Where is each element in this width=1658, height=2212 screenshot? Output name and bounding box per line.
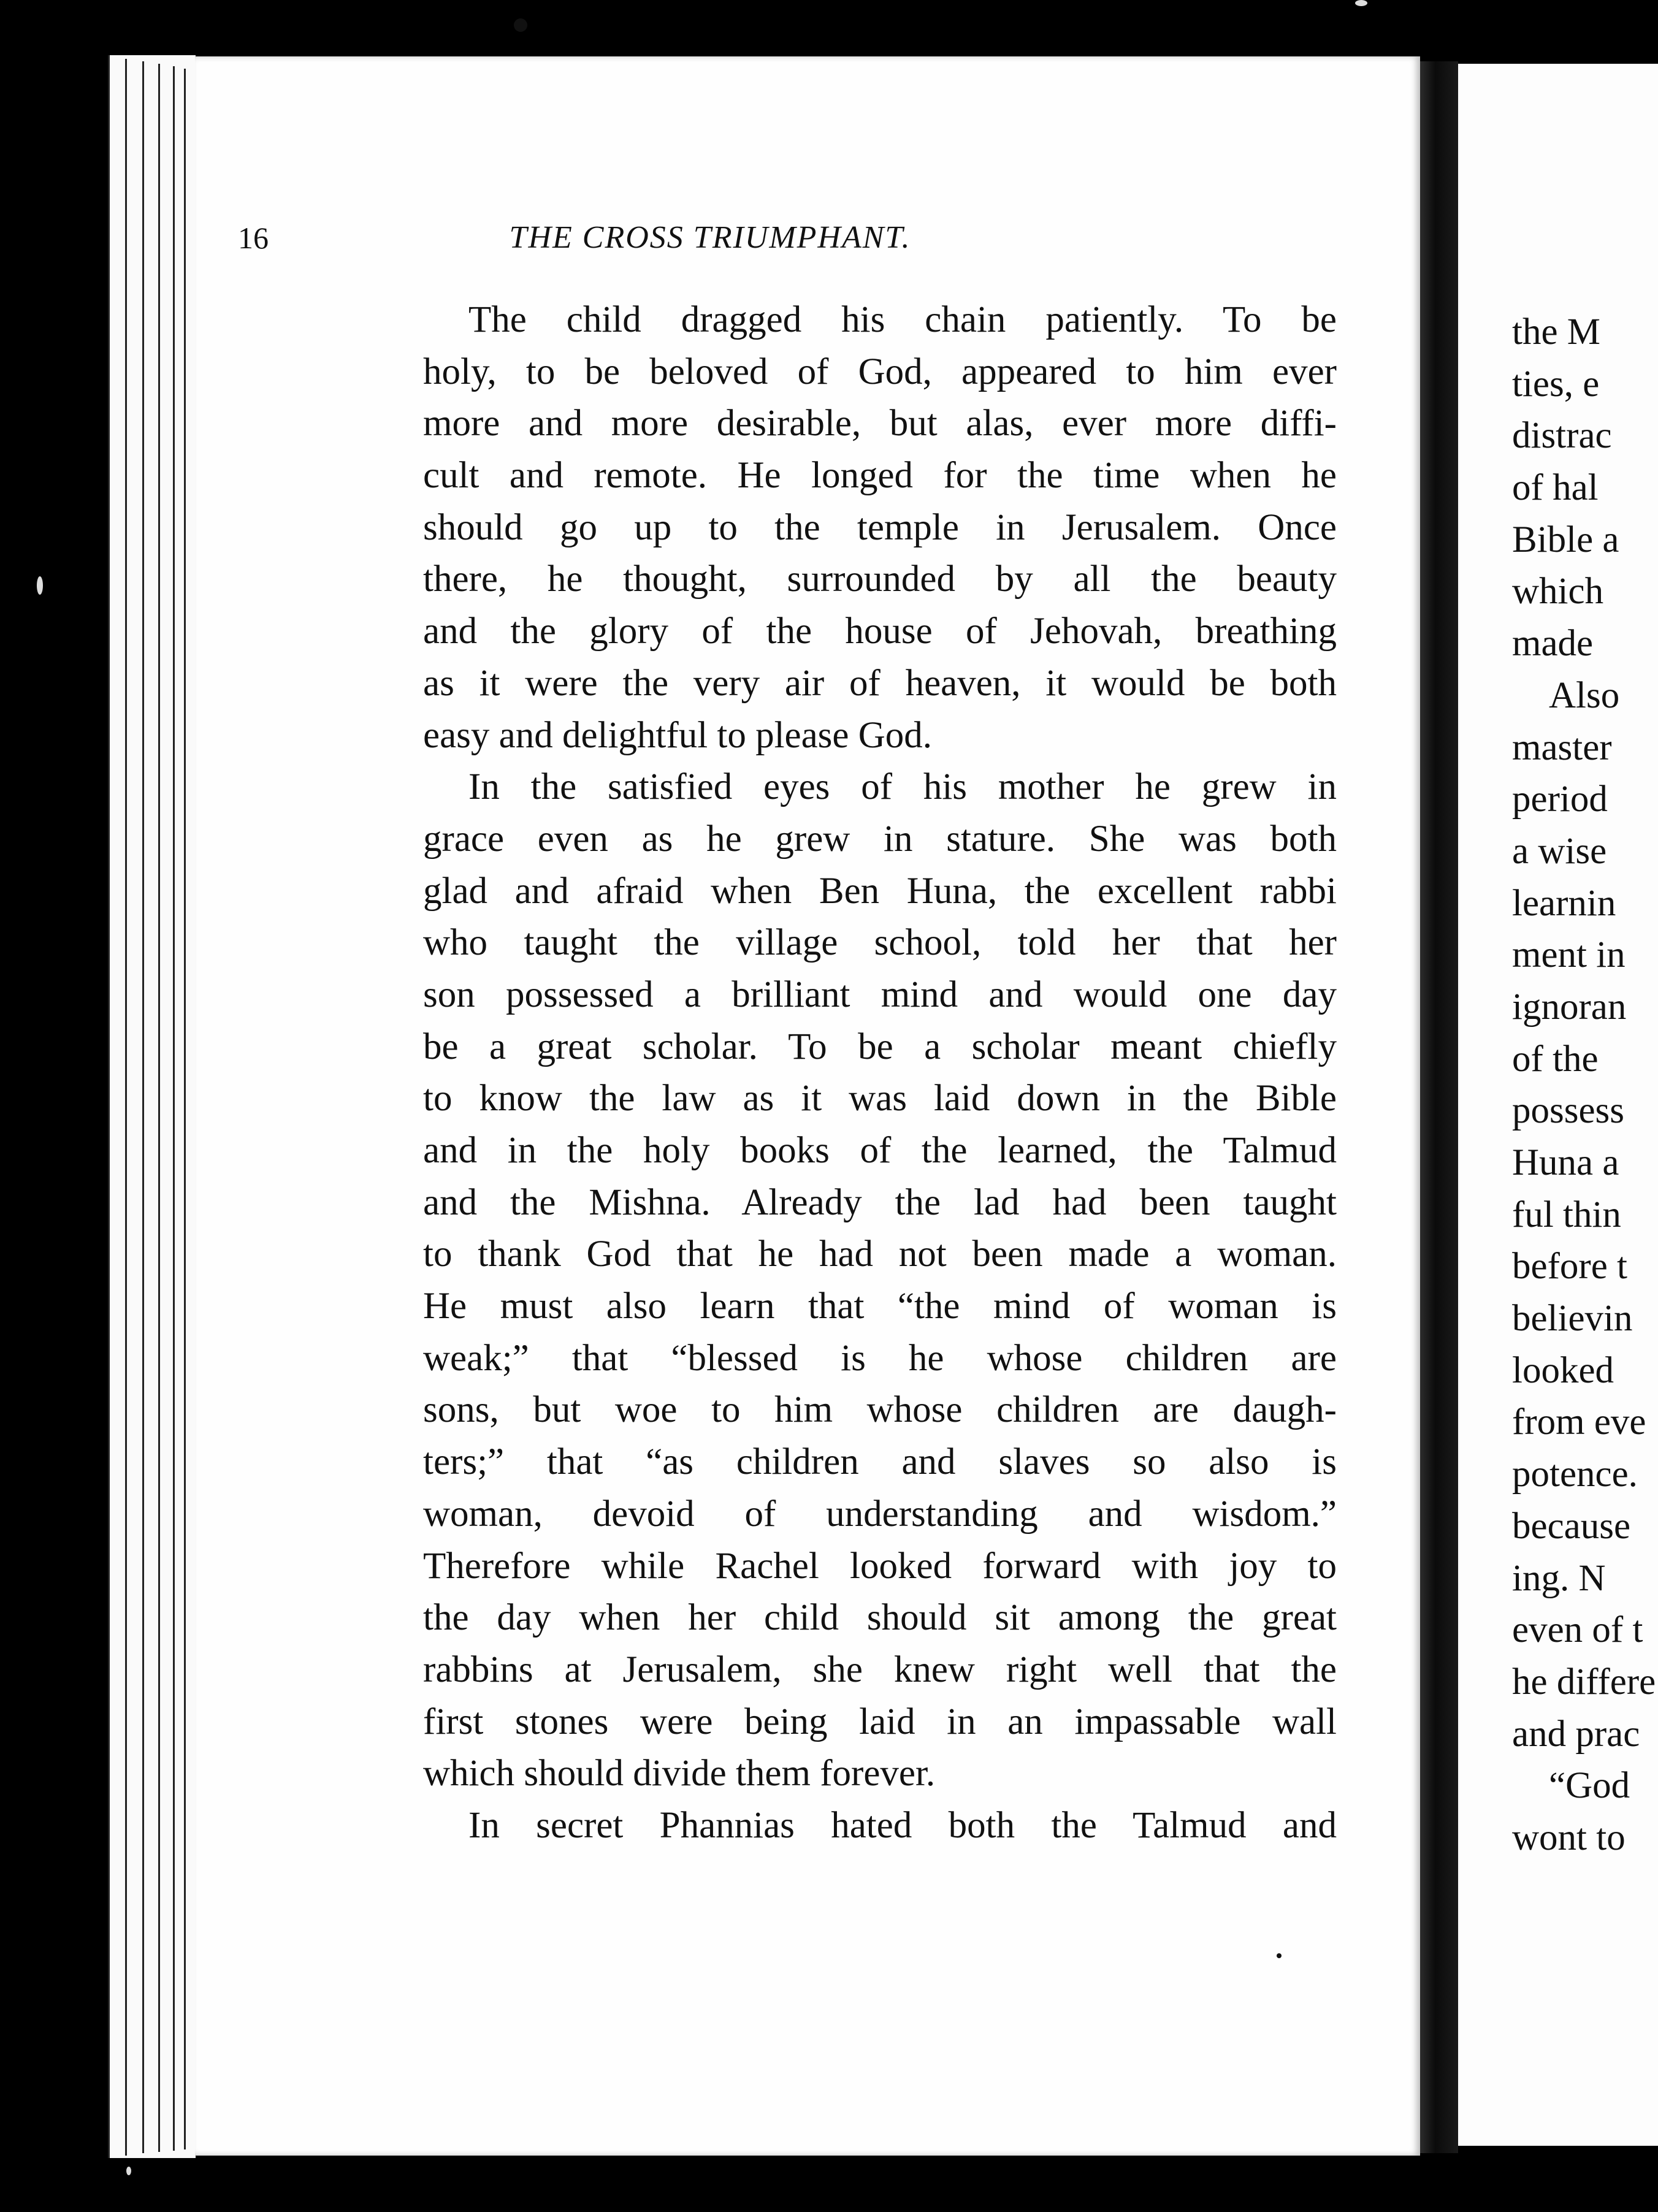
right-page-line: Also <box>1549 674 1620 716</box>
text-line: sons, but woe to him whose children are daugh- <box>423 1389 1337 1431</box>
text-line: be a great scholar. To be a scholar meant chiefly <box>423 1026 1337 1067</box>
right-page-line: from eve <box>1512 1402 1646 1443</box>
right-page-line: ful thin <box>1512 1194 1621 1235</box>
right-page-line: the M <box>1512 311 1601 353</box>
right-page-line: and prac <box>1512 1713 1640 1755</box>
text-line: and in the holy books of the learned, the Talmud <box>423 1130 1337 1171</box>
right-page-line: “God <box>1549 1765 1630 1807</box>
right-page-line: made <box>1512 623 1594 665</box>
text-line: who taught the village school, told her that her <box>423 922 1337 964</box>
right-page-line: ignoran <box>1512 986 1627 1028</box>
text-line: the day when her child should sit among the great <box>423 1597 1337 1639</box>
right-page-line: which <box>1512 571 1604 612</box>
body-text <box>423 294 1337 1852</box>
text-line: ters;” that “as children and slaves so also is <box>423 1441 1337 1483</box>
text-line: more and more desirable, but alas, ever more diffi- <box>423 403 1337 444</box>
text-line: first stones were being laid in an impassable wall <box>423 1701 1337 1742</box>
text-line: glad and afraid when Ben Huna, the excellent rabbi <box>423 870 1337 912</box>
text-line: rabbins at Jerusalem, she knew right well that the <box>423 1649 1337 1690</box>
text-line: The child dragged his chain patiently. To be <box>468 299 1337 340</box>
text-line: there, he thought, surrounded by all the beauty <box>423 559 1337 600</box>
text-line: to thank God that he had not been made a woman. <box>423 1234 1337 1275</box>
right-page-line: even of t <box>1512 1609 1643 1651</box>
text-line: In secret Phannias hated both the Talmud and <box>468 1804 1337 1846</box>
right-page-line: before t <box>1512 1246 1627 1287</box>
right-page-line: learnin <box>1512 882 1616 924</box>
text-line: weak;” that “blessed is he whose children are <box>423 1337 1337 1379</box>
scan-speck <box>126 2167 131 2175</box>
right-page-line: Bible a <box>1512 519 1619 560</box>
right-page-line: of hal <box>1512 467 1599 509</box>
right-page-line: possess <box>1512 1090 1625 1132</box>
scan-speck <box>514 18 527 32</box>
right-page-line: a wise <box>1512 830 1607 872</box>
text-line: and the glory of the house of Jehovah, breathing <box>423 611 1337 652</box>
right-page-line: looked <box>1512 1349 1614 1391</box>
right-page-line: Huna a <box>1512 1142 1619 1183</box>
page-header <box>238 213 1182 262</box>
right-page-line: wont to <box>1512 1817 1626 1858</box>
running-title: THE CROSS TRIUMPHANT. <box>509 220 911 255</box>
text-line: should go up to the temple in Jerusalem. Once <box>423 506 1337 548</box>
book-gutter <box>1420 61 1458 2153</box>
text-line: He must also learn that “the mind of woman is <box>423 1286 1337 1327</box>
text-line: and the Mishna. Already the lad had been taught <box>423 1181 1337 1223</box>
right-page-line: master <box>1512 727 1612 768</box>
text-line: holy, to be beloved of God, appeared to him ever <box>423 351 1337 392</box>
text-line: which should divide them forever. <box>423 1753 936 1794</box>
right-page-line: ment in <box>1512 934 1626 976</box>
right-page-line: of the <box>1512 1038 1599 1080</box>
right-page-line: because <box>1512 1505 1631 1547</box>
scan-speck <box>37 576 43 595</box>
right-page-line: ing. N <box>1512 1557 1606 1599</box>
right-page-line: ties, e <box>1512 363 1600 405</box>
text-line: In the satisfied eyes of his mother he grew in <box>468 766 1337 808</box>
right-page-line: he differe <box>1512 1661 1656 1703</box>
text-line: Therefore while Rachel looked forward with joy to <box>423 1545 1337 1587</box>
right-page-line: potence. <box>1512 1454 1638 1495</box>
text-line: as it were the very air of heaven, it would be both <box>423 662 1337 704</box>
right-page-line: distrac <box>1512 415 1612 457</box>
right-page-line: believin <box>1512 1298 1633 1340</box>
text-line: woman, devoid of understanding and wisdom.” <box>423 1493 1337 1535</box>
text-line: son possessed a brilliant mind and would one day <box>423 974 1337 1015</box>
text-line: cult and remote. He longed for the time when he <box>423 455 1337 497</box>
scan-speck <box>1277 1953 1282 1958</box>
scan-speck <box>1355 0 1367 6</box>
text-line: grace even as he grew in stature. She was both <box>423 818 1337 860</box>
page-number: 16 <box>238 221 269 255</box>
right-page-line: period <box>1512 779 1608 820</box>
text-line: to know the law as it was laid down in the Bible <box>423 1078 1337 1119</box>
text-line: easy and delightful to please God. <box>423 714 933 756</box>
right-page-text <box>1512 307 1658 1864</box>
